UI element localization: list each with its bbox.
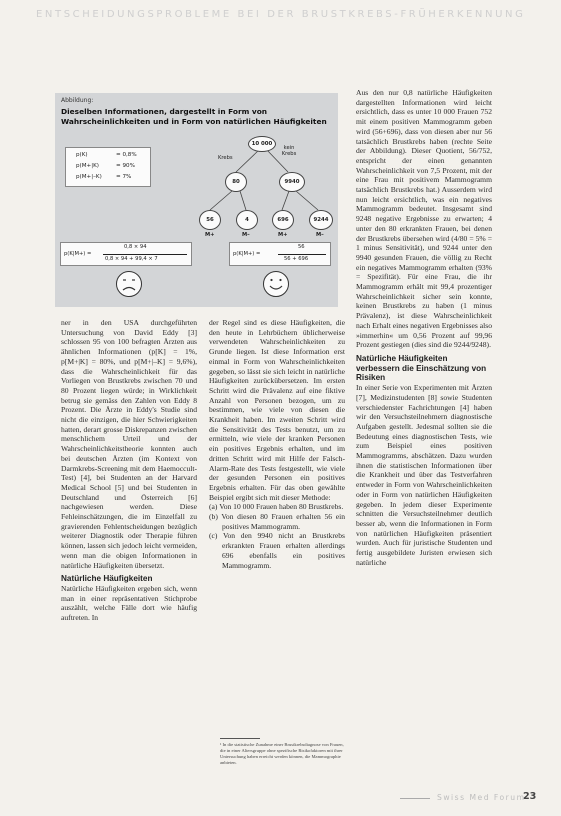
- formula-box-left: [60, 242, 192, 266]
- col3-paragraph-2: In einer Serie von Experimenten mit Ärzten [7], Medizinstudenten [8] sowie Studenten verschiedenster Fachrichtungen [4] haben wir den Versuchsteilnehmern diagnostische Aufgaben gestellt. Jedesmal sollten sie die Bedeutung eines diagnostischen Tests, wie zum Beispiel eines positiven Mammogramms, abschätzen. Dazu wurden ihnen die statistischen Informationen über die Krankheit und über das Testverfahren entweder in Form von Wahrscheinlichkeiten oder in Form von natürlichen Häufigkeiten gegeben. In jedem dieser Experimente schnitten die Versuchsteilnehmer deutlich besser ab, wenn die Informationen in Form von natürlichen Häufigkeiten präsentiert wurden. Auch für juristische Studenten und fertig ausgebildete Juristen erwiesen sich natürliche: [356, 383, 492, 567]
- formula-left-lhs: p(K|M+) =: [64, 251, 92, 257]
- text-column-1: [61, 318, 197, 623]
- tree-node-cancer: 80: [225, 172, 247, 192]
- tree-leaf-4: 9244: [309, 210, 333, 230]
- footer-journal-label: Swiss Med Forum: [437, 793, 526, 802]
- tree-node-no-cancer: 9940: [279, 172, 305, 192]
- formula-right-lhs: p(K|M+) =: [233, 251, 261, 257]
- text-column-2: [209, 318, 345, 570]
- list-item-a: (a) Von 10 000 Frauen haben 80 Brustkrebs.: [209, 502, 344, 512]
- figure-label: Abbildung:: [61, 97, 94, 104]
- col1-paragraph-2: Natürliche Häufigkeiten ergeben sich, wenn man in einer repräsentativen Stichprobe auszählt, welche Fälle dort wie häufig auftreten. In: [61, 583, 197, 623]
- formula-left-numerator: 0,8 × 94: [124, 244, 147, 250]
- figure: [55, 93, 338, 307]
- formula-right-numerator: 56: [298, 244, 305, 250]
- tree-lines: [55, 93, 338, 307]
- happy-face-icon: [262, 270, 290, 298]
- footer-rule: [400, 798, 430, 799]
- col1-paragraph-1: ner in den USA durchgeführten Untersuchung von David Eddy [3] schlossen 95 von 100 befragten Ärzten aus ähnlichen Informationen (p[K] = 1%, p[M+|K] = 80%, und p[M+|–K] = 9,6%), dass die Wahrscheinlichkeit für das Vorliegen von Brustkrebs zwischen 70 und 80 Prozent liegen würde; in Wirklichkeit betrug sie gemäss den Zahlen von Eddy 8 Prozent. Die Ärzte in Eddy's Studie sind nicht die einzigen, die hier Schwierigkeiten hatten, derart grosse Diskrepanzen zwischen menschlichem Urteil und der Wahrscheinlichkeitstheorie konnten auch bei deutschen Ärzten (im Kontext von Darmkrebs-Screening mit dem Haemoccult-Test) [4], bei Studenten an der Harvard Medical School [5] und bei Studenten in Deutschland und Österreich [6] nachgewiesen werden. Diese Fehleinschätzungen, die im Einzelfall zu gravierenden Fehlentscheidungen bezüglich weiterer Diagnostik oder Therapie führen können, lassen sich jedoch leicht vermeiden, wenn man die obigen Informationen in natürliche Häufigkeiten übersetzt.: [61, 318, 197, 570]
- list-item-b: (b) Von diesen 80 Frauen erhalten 56 ein positives Mammogramm.: [209, 512, 345, 531]
- tree-label-no-cancer: kein Krebs: [281, 145, 297, 157]
- page-number: 23: [523, 791, 537, 802]
- formula-box-right: [229, 242, 331, 266]
- tree-label-cancer: Krebs: [218, 155, 233, 161]
- heading-risk-assessment: Natürliche Häufigkeiten verbessern die Einschätzung von Risiken: [356, 353, 487, 383]
- tree-root-node: 10 000: [248, 136, 276, 152]
- prob-value-1: = 0,8%: [116, 152, 137, 158]
- col3-paragraph-1: Aus den nur 0,8 natürliche Häufigkeiten dargestellten Informationen wird leicht ersichtlich, dass es unter 10 000 Frauen 752 mit einem positiven Mammogramm geben wird (56+696), dass von diesen aber nur 56 tatsächlich Brustkrebs haben (rechte Seite der Abbildung). Dieser Quotient, 56/752, entspricht der einen genannten Wahrscheinlichkeit von 7,5 Prozent, mit der eine Frau mit positivem Mammogramm tatsächlich Brustkrebs hat.) Ausserdem wird nun leicht ersichtlich, was ein negatives Mammogramm bedeutet. Insgesamt sind 9248 negative Ergebnisse zu erwarten; 4 unter den 80 erkrankten Frauen, bei denen der Brustkrebs übersehen wird (4/80 = 5% = 1 minus Sensitivität), und 9244 unter den 9940 gesunden Frauen, die völlig zu Recht ein negatives Mammogramm erhalten (93% = Spezifität). Für eine Frau, die ihr Mammogramm erhält mit 99,4 prozentiger Wahrscheinlichkeit sicher sein konnte, keinen Brustkrebs zu haben (1 minus Prävalenz), ist diese Wahrscheinlichkeit nach Erhalt eines negativen Ergebnisses also »immerhin« um 0,56 Prozent auf 99,96 Prozent gestiegen (dies sind die 9244/9248).: [356, 88, 492, 350]
- footnote-rule: [220, 738, 260, 739]
- prob-term-2: p(M+|K): [76, 163, 99, 169]
- sad-face-icon: [115, 270, 143, 298]
- figure-title: Dieselben Informationen, dargestellt in Form von Wahrscheinlichkeiten und in Form von natürlichen Häufigkeiten: [61, 107, 327, 126]
- prob-value-3: = 7%: [116, 174, 132, 180]
- col2-paragraph-1: der Regel sind es diese Häufigkeiten, die den heute in Lehrbüchern üblicherweise verwendeten Wahrscheinlichkeiten zu Grunde liegen. Ist diese Information erst einmal in Form von Wahrscheinlichkeiten gegeben, so lässt sie sich leicht in natürliche Häufigkeiten zurückübersetzen. Im ersten Schritt wird die Prävalenz auf eine fiktive Anzahl von Personen bezogen, um zu bestimmen, wie viele von diesen die Krankheit haben. Im zweiten Schritt wird die Sensitivität des Tests benutzt, um zu ermitteln, wie viele der kranken Personen ein positives Ergebnis erhalten, und im dritten Schritt wird mit Hilfe der Falsch-Alarm-Rate des Tests festgestellt, wie viele der gesunden Personen ein positives Ergebnis erhalten. Für das oben gewählte Beispiel ergibt sich mit dieser Methode:: [209, 318, 345, 502]
- tree-leaf-label-3: M+: [278, 232, 288, 238]
- prob-value-2: = 90%: [116, 163, 135, 169]
- text-column-3: [356, 88, 492, 567]
- formula-left-denominator: 0,8 × 94 + 99,4 × 7: [105, 256, 158, 262]
- running-head: [0, 0, 561, 30]
- tree-leaf-2: 4: [236, 210, 258, 230]
- list-item-c: (c) Von den 9940 nicht an Brustkrebs erkrankten Frauen erhalten allerdings 696 ebenfalls ein positives Mammogramm.: [209, 531, 345, 570]
- footnote: ¹ In die statistische Zunahme einer Brustkrebsdiagnose von Frauen, die in einer Altersgruppe ohne spezifische Risikofaktoren mit ihrer Untersuchung haben erreicht werden können, die Mammographie anbieten.: [220, 742, 344, 765]
- formula-right-denominator: 56 + 696: [284, 256, 309, 262]
- tree-leaf-label-2: M–: [242, 232, 250, 238]
- tree-leaf-label-1: M+: [205, 232, 215, 238]
- formula-left-bar: [103, 254, 187, 255]
- tree-leaf-label-4: M–: [316, 232, 324, 238]
- heading-natural-frequencies: Natürliche Häufigkeiten: [61, 574, 153, 584]
- prob-term-3: p(M+|–K): [76, 174, 102, 180]
- running-head-text: ENTSCHEIDUNGSPROBLEME BEI DER BRUSTKREBS-FRÜHERKENNUNG: [36, 9, 526, 20]
- tree-leaf-3: 696: [272, 210, 294, 230]
- prob-term-1: p(K): [76, 152, 88, 158]
- formula-right-bar: [278, 254, 326, 255]
- tree-leaf-1: 56: [199, 210, 221, 230]
